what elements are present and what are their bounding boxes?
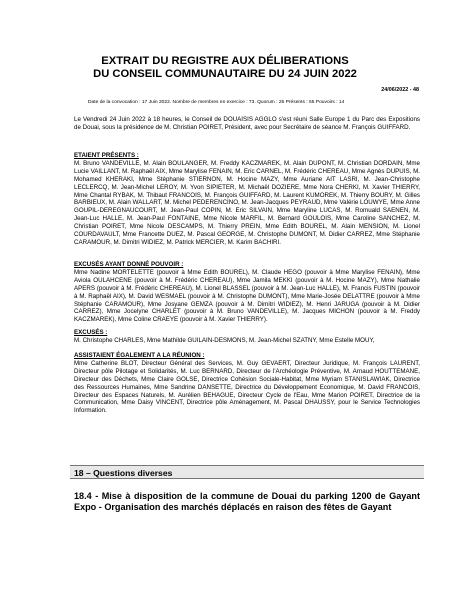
section-excuses-title: EXCUSÉS : <box>74 329 108 336</box>
section-assistaient-title: ASSISTAIENT ÉGALEMENT A LA RÉUNION : <box>74 352 205 359</box>
section-excuses-body: M. Christophe CHARLES, Mme Mathilde GUILAIN-DESMONS, M. Jean-Michel SZATNY, Mme Estelle MOUY, <box>74 336 375 344</box>
section-presents-title: ETAIENT PRÉSENTS : <box>74 152 139 159</box>
section-pouvoirs-body: Mme Nadine MORTELETTE (pouvoir à Mme Edith BOUREL), M. Claude HEGO (pouvoir à Mme Marylise FENAIN), Mme Aviola OULAHCENE (pouvoir à M. Frédéric CHEREAU), Mme Jamila MEKKI (pouvoir à M. Hocine MAZY), Mme Nathalie APERS (pouvoir à M. Frédéric CHEREAU), M. Lionel BLASSEL (pouvoir à M. Jean-Luc HALLE), M. Francis FUSTIN (pouvoir à M. Raphaël AIX), M. David WESMAEL (pouvoir à M. Christophe DUMONT), Mme Marie-Josée DELATTRE (pouvoir à Mme Stéphanie CARAMOUR), Mme Josyane GEMZA (pouvoir à M. Dimitri WIDIEZ), M. Henri JARUGA (pouvoir à M. Didier CARREZ), Mme Jocelyne CHARLET (pouvoir à M. Bruno VANDEVILLE), M. Jacques MICHON (pouvoir à M. Freddy KACZMAREK), Mme Coline CRAEYE (pouvoir à M. Xavier THIERRY). <box>74 268 420 324</box>
questions-diverses-heading: 18 – Questions diverses <box>74 468 173 478</box>
section-assistaient-body: Mme Catherine BLOT, Directeur Général des Services, M. Guy GEVAERT, Directeur Juridique, M. François LAURENT, Directeur pôle Pilotage et Solidarités, M. Luc BERNARD, Directeur de l'Archéologie Préventive, M. Arnaud HOUTTEMANE, Directeur des Déchets, Mme Claire GOLSE, Directrice Cohésion Sociale-Habitat, Mme Myriam STANISLAWIAK, Directrice des Ressources Humaines, Mme Sandrine DANSETTE, Directrice du Développement Economique, M. David FRANCOIS, Directeur des Espaces Naturels, M. Aurélien BEHAGUE, Directeur Cycle de l'Eau, Mme Marion POIRET, Directrice de la Communication, Mme Daisy VINCENT, Directrice pôle Aménagement, M. Pascal DHAUSSY, pour le Service Technologies Information. <box>74 359 420 415</box>
section-presents-body: M. Bruno VANDEVILLE, M. Alain BOULANGER, M. Freddy KACZMAREK, M. Alain DUPONT, M. Christian DORDAIN, Mme Lucie VAILLANT, M. Raphaël AIX, Mme Marylise FENAIN, M. Eric CARNEL, M. Frédéric CHEREAU, Mme Agnès DUPUIS, M. Mohamed KHERAKI, Mme Stéphanie STIERNON, M. Hocine MAZY, Mme Auriane AIT LASRI, M. Jean-Christophe LECLERCQ, M. Jean-Michel LEROY, M. Yvon SIPIETER, M. Michaël DOZIERE, Mme Nora CHERKI, M. Xavier THIERRY, Mme Chantal RYBAK, M. Thibaut FRANCOIS, M. François GUIFFARD, M. Laurent KUMOREK, M. Thierry BOURY, M. Gilles BARBIEUX, M. Alain WALLART, M. Michel PEDERENCINO, M. Jean-Jacques PEYRAUD, Mme Valérie LOUWYE, Mme Anne GOUPIL-DEREGNAUCOURT, M. Jean-Paul COPIN, M. Eric SILVAIN, Mme Maryline LUCAS, M. Romuald SAENEN, M. Jean-Luc HALLE, M. Jean-Paul FONTAINE, Mme Nicole MARFIL, M. Bernard GOULOIS, Mme Caroline SANCHEZ, M. Christian POIRET, Mme Nicole DESCAMPS, M. Thierry PREIN, Mme Edith BOUREL, M. Alain MENSION, M. Lionel COURDAVAULT, Mme Francette DUEZ, M. Pascal GEORGE, M. Christophe DUMONT, M. Didier CARREZ, Mme Stéphanie CARAMOUR, M. Dimitri WIDIEZ, M. Patrick MERCIER, M. Karim BACHIRI. <box>74 159 420 246</box>
convocation-line: Date de la convocation : 17 Juin 2022. Nombre de membres en exercice : 73. Quorum : 25 Présents : 55 Pouvoirs : 14 <box>88 100 345 105</box>
section-assistaient <box>74 352 420 415</box>
section-excuses <box>74 329 420 345</box>
document-title-line-2: DU CONSEIL COMMUNAUTAIRE DU 24 JUIN 2022 <box>93 68 357 80</box>
document-title-line-1: EXTRAIT DU REGISTRE AUX DÉLIBERATIONS <box>101 55 349 67</box>
agenda-item-title: 18.4 - Mise à disposition de la commune de Douai du parking 1200 de Gayant Expo - Organisation des marchés déplacés en raison des fêtes de Gayant <box>74 491 420 512</box>
section-pouvoirs <box>74 261 420 324</box>
deliberation-reference: 24/06/2022 - 48 <box>381 87 419 93</box>
questions-diverses-bar <box>70 465 424 479</box>
meeting-intro-paragraph: Le Vendredi 24 Juin 2022 à 18 heures, le Conseil de DOUAISIS AGGLO s'est réuni Salle Europe 1 du Parc des Expositions de Douai, sous la présidence de M. Christian POIRET, Président, avec pour Secrétaire de séance M. François GUIFFARD. <box>74 116 420 131</box>
section-pouvoirs-title: EXCUSÉS AYANT DONNÉ POUVOIR : <box>74 261 184 268</box>
section-presents <box>74 152 420 247</box>
